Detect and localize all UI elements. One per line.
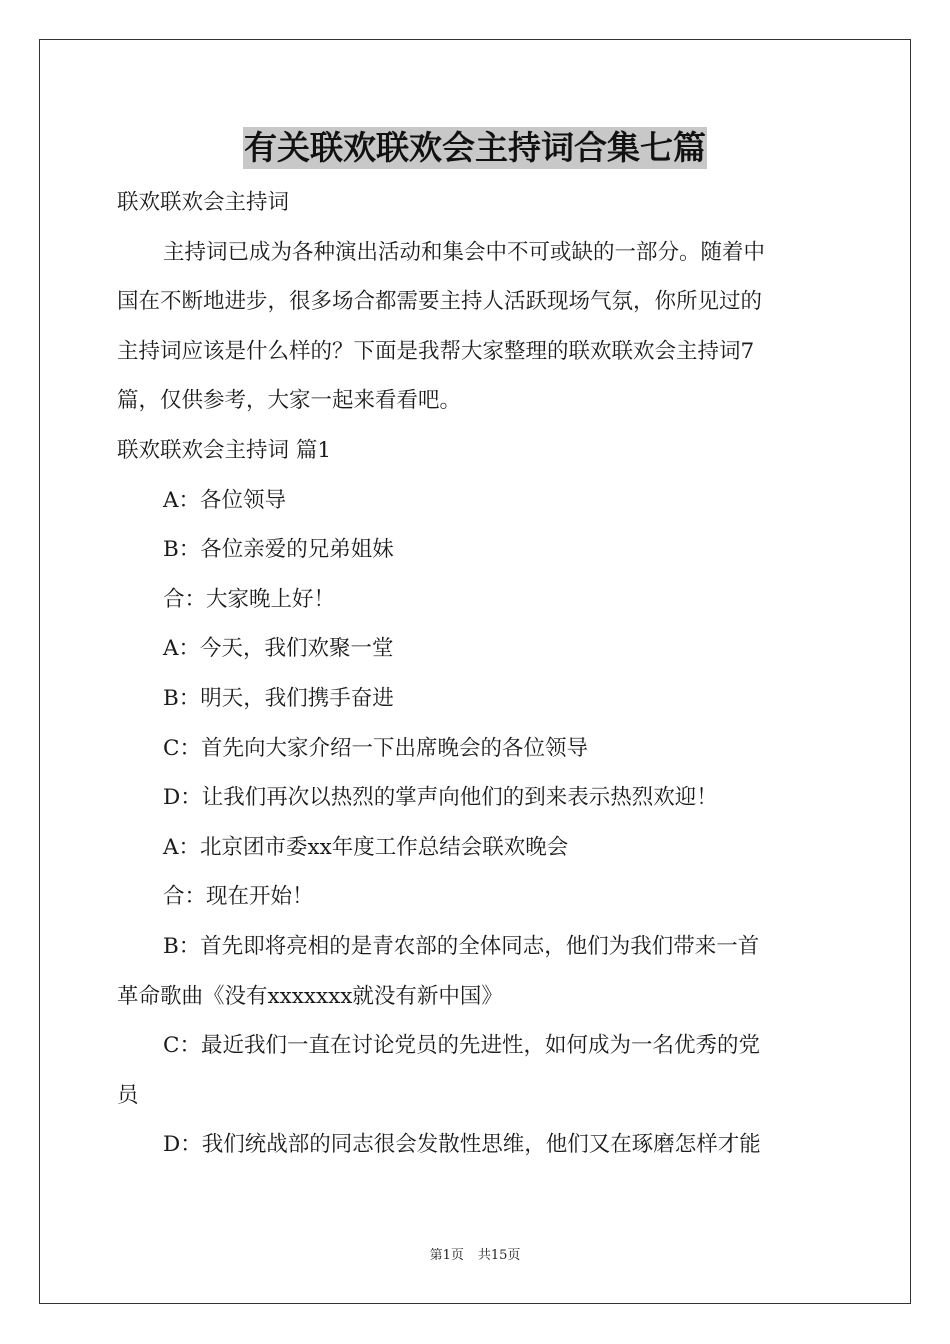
script-line: 合：现在开始！ bbox=[163, 884, 314, 910]
script-line: B：首先即将亮相的是青农部的全体同志，他们为我们带来一首 bbox=[163, 933, 760, 959]
script-line: A：北京团市委xx年度工作总结会联欢晚会 bbox=[163, 834, 569, 860]
page-footer bbox=[0, 1247, 950, 1265]
document-title: 有关联欢联欢会主持词合集七篇 bbox=[244, 128, 706, 167]
intro-paragraph-line: 篇，仅供参考，大家一起来看看吧。 bbox=[117, 388, 462, 414]
script-line: D：我们统战部的同志很会发散性思维，他们又在琢磨怎样才能 bbox=[163, 1132, 761, 1158]
title-container bbox=[0, 127, 950, 169]
script-line: A：今天，我们欢聚一堂 bbox=[163, 636, 394, 662]
script-line: 合：大家晚上好！ bbox=[163, 586, 336, 612]
script-line: C：最近我们一直在讨论党员的先进性，如何成为一名优秀的党 bbox=[163, 1033, 760, 1059]
section-heading: 联欢联欢会主持词 bbox=[117, 190, 290, 215]
intro-paragraph-line: 国在不断地进步，很多场合都需要主持人活跃现场气氛，你所见过的 bbox=[117, 289, 763, 315]
script-line: B：各位亲爱的兄弟姐妹 bbox=[163, 537, 394, 563]
intro-paragraph-line: 主持词应该是什么样的？下面是我帮大家整理的联欢联欢会主持词7 bbox=[117, 338, 755, 364]
script-line-continued: 员 bbox=[117, 1082, 139, 1108]
intro-paragraph-line: 主持词已成为各种演出活动和集会中不可或缺的一部分。随着中 bbox=[163, 239, 766, 265]
document-body bbox=[117, 178, 833, 1170]
script-line: C：首先向大家介绍一下出席晚会的各位领导 bbox=[163, 735, 588, 761]
page-total: 共15页 bbox=[477, 1248, 521, 1263]
page-number: 第1页 bbox=[429, 1248, 464, 1263]
part-heading: 联欢联欢会主持词 篇1 bbox=[117, 437, 332, 463]
script-line: D：让我们再次以热烈的掌声向他们的到来表示热烈欢迎！ bbox=[163, 785, 718, 811]
script-line: B：明天，我们携手奋进 bbox=[163, 685, 394, 711]
script-line-continued: 革命歌曲《没有xxxxxxx就没有新中国》 bbox=[117, 983, 503, 1009]
script-line: A：各位领导 bbox=[163, 487, 287, 513]
